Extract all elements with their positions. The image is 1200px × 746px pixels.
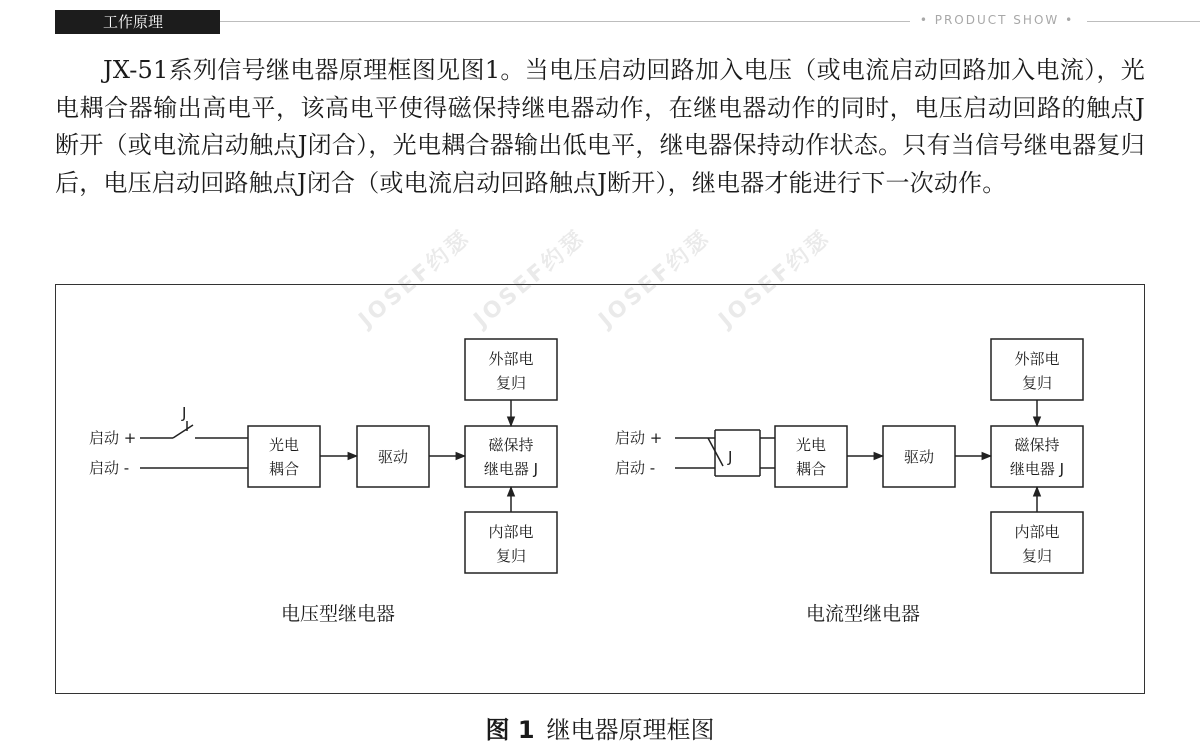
voltage-int-reset-line2: 复归	[495, 547, 527, 565]
voltage-opto-line1: 光电	[268, 436, 300, 454]
relay-block-diagram	[55, 284, 1145, 694]
section-tab: 工作原理	[55, 10, 220, 34]
figure-caption	[0, 710, 1200, 745]
watermark: JOSEF约瑟	[594, 225, 716, 333]
voltage-start-plus-label: 启动 +	[89, 429, 137, 447]
product-show-label: • PRODUCT SHOW •	[919, 13, 1075, 27]
watermark: JOSEF约瑟	[714, 225, 836, 333]
description-paragraph: JX-51系列信号继电器原理框图见图1。当电压启动回路加入电压（或电流启动回路加入电流），光电耦合器输出高电平，该高电平使得磁保持继电器动作，在继电器动作的同时，电压启动回路的触点J断开（或电流启动触点J闭合），光电耦合器输出低电平，继电器保持动作状态。只有当信号继电器复归后，电压启动回路触点J闭合（或电流启动回路触点J断开），继电器才能进行下一次动作。	[55, 56, 1145, 197]
voltage-contact-label: J	[182, 404, 187, 422]
voltage-relay-line1: 磁保持	[488, 436, 534, 454]
current-opto-line1: 光电	[795, 436, 827, 454]
current-contact-label: J	[728, 448, 733, 466]
voltage-diagram-title: 电压型继电器	[280, 603, 396, 625]
header-divider	[220, 21, 910, 22]
current-start-plus-label: 启动 +	[615, 429, 663, 447]
current-ext-reset-line1: 外部电	[1014, 350, 1060, 368]
current-int-reset-line2: 复归	[1021, 547, 1053, 565]
current-relay-line1: 磁保持	[1014, 436, 1060, 454]
voltage-int-reset-line1: 内部电	[488, 523, 534, 541]
header-divider-right	[1087, 21, 1200, 22]
figure-title: 继电器原理框图	[546, 716, 715, 744]
current-opto-line2: 耦合	[795, 460, 827, 478]
voltage-ext-reset-line2: 复归	[495, 374, 527, 392]
current-ext-reset-line2: 复归	[1021, 374, 1053, 392]
current-int-reset-line1: 内部电	[1014, 523, 1060, 541]
voltage-driver-label: 驱动	[377, 448, 409, 466]
voltage-opto-line2: 耦合	[268, 460, 300, 478]
watermark: JOSEF约瑟	[354, 225, 476, 333]
current-driver-label: 驱动	[903, 448, 935, 466]
figure-number: 图 1	[485, 716, 535, 744]
current-relay-line2: 继电器 J	[1009, 460, 1065, 478]
voltage-start-minus-label: 启动 -	[89, 459, 130, 477]
current-diagram-title: 电流型继电器	[805, 603, 921, 625]
voltage-contact-j-switch	[173, 425, 193, 438]
current-start-minus-label: 启动 -	[615, 459, 656, 477]
voltage-relay-line2: 继电器 J	[483, 460, 539, 478]
voltage-ext-reset-line1: 外部电	[488, 350, 534, 368]
watermark: JOSEF约瑟	[469, 225, 591, 333]
